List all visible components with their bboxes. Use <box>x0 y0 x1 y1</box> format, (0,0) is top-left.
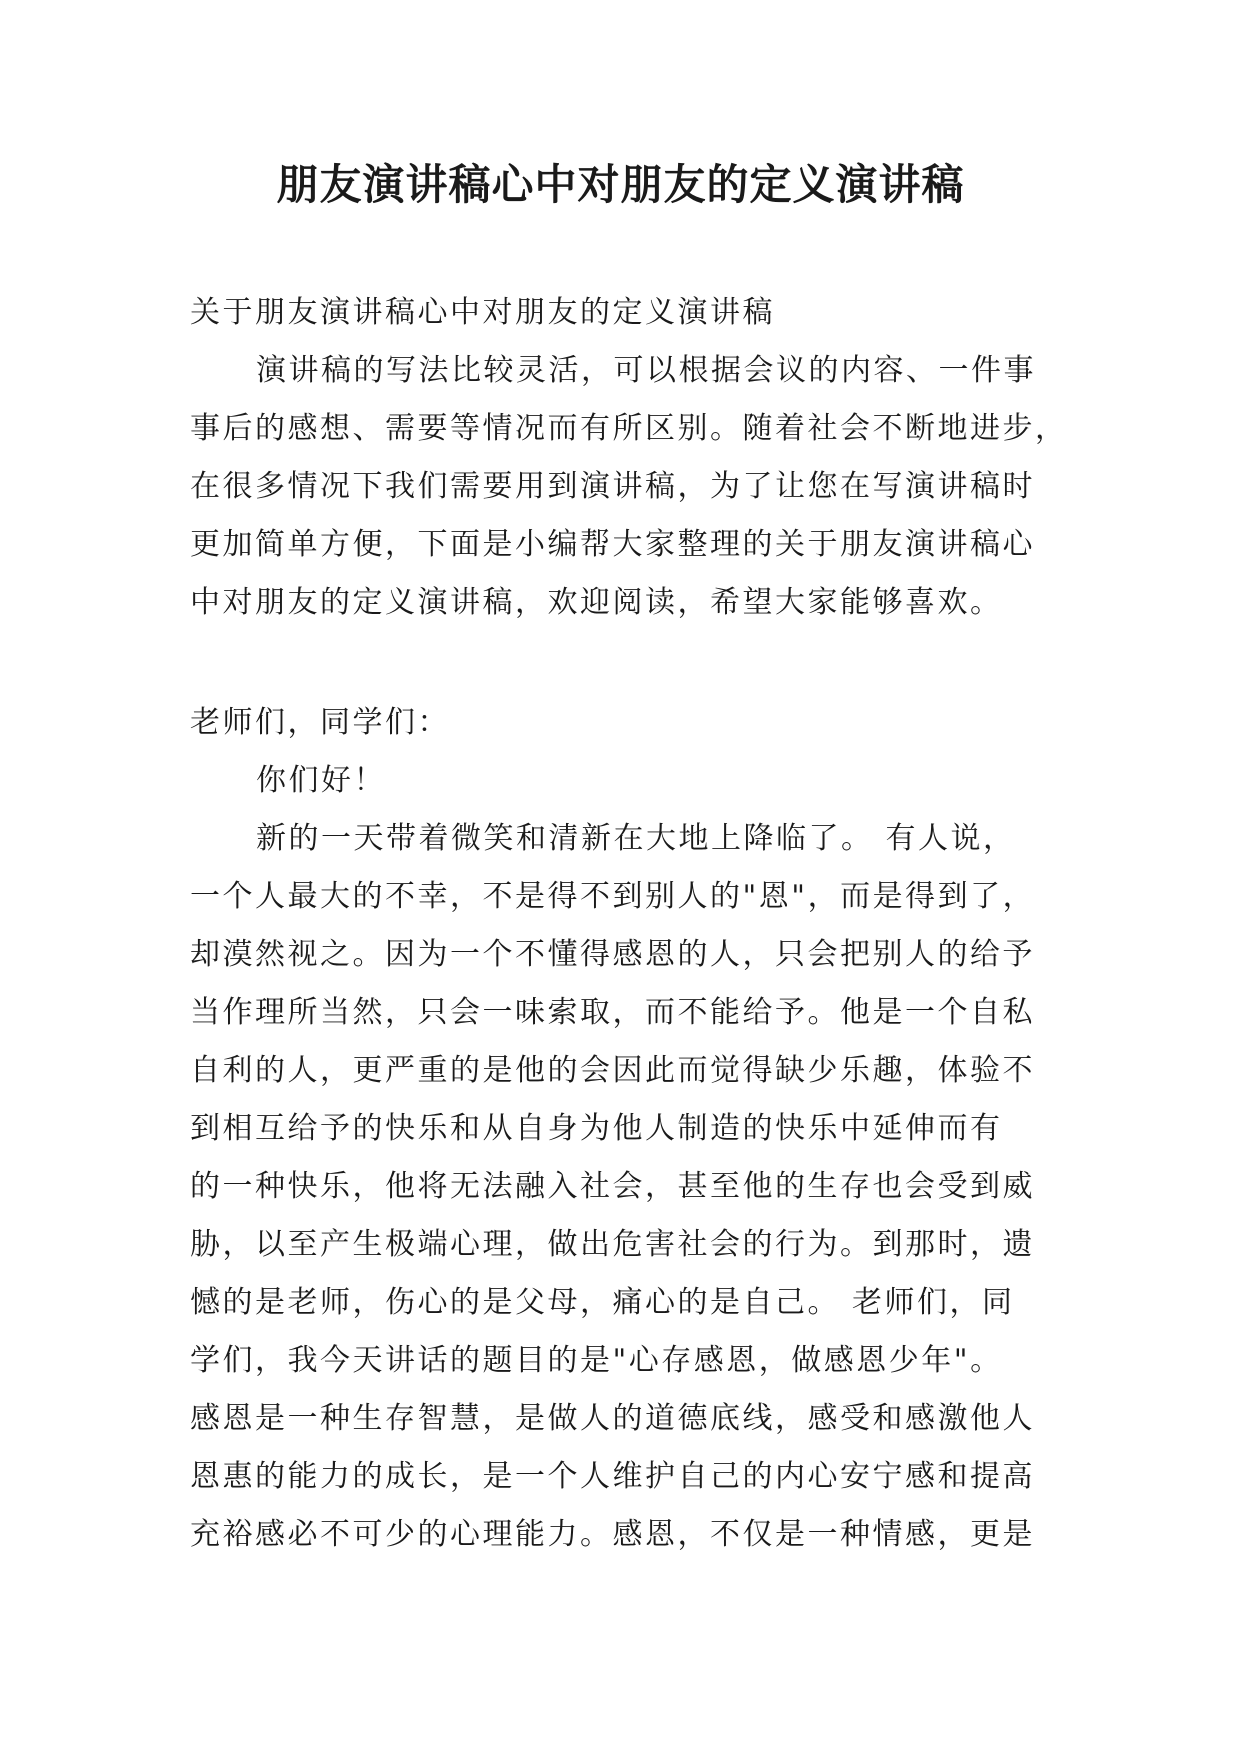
paragraph-line: 却漠然视之。因为一个不懂得感恩的人，只会把别人的给予 <box>190 937 1035 972</box>
document-title: 朋友演讲稿心中对朋友的定义演讲稿 <box>276 160 965 209</box>
paragraph-line: 演讲稿的写法比较灵活，可以根据会议的内容、一件事 <box>256 353 1036 388</box>
speech-section <box>190 694 1050 1564</box>
intro-heading-line: 关于朋友演讲稿心中对朋友的定义演讲稿 <box>190 295 775 330</box>
paragraph-line: 的一种快乐，他将无法融入社会，甚至他的生存也会受到威 <box>190 1169 1035 1204</box>
paragraph-line: 中对朋友的定义演讲稿，欢迎阅读，希望大家能够喜欢。 <box>190 585 1003 620</box>
paragraph-line: 新的一天带着微笑和清新在大地上降临了。 有人说， <box>256 821 1016 856</box>
paragraph-line: 一个人最大的不幸，不是得不到别人的"恩"，而是得到了， <box>190 879 1036 914</box>
paragraph-line: 学们，我今天讲话的题目的是"心存感恩，做感恩少年"。 <box>190 1343 1003 1378</box>
paragraph-line: 事后的感想、需要等情况而有所区别。随着社会不断地进步， <box>190 411 1068 446</box>
greeting-line: 你们好！ <box>256 763 386 798</box>
salutation-line: 老师们，同学们： <box>190 705 450 740</box>
paragraph-line: 在很多情况下我们需要用到演讲稿，为了让您在写演讲稿时 <box>190 469 1035 504</box>
paragraph-line: 感恩是一种生存智慧，是做人的道德底线，感受和感激他人 <box>190 1401 1035 1436</box>
paragraph-line: 更加简单方便，下面是小编帮大家整理的关于朋友演讲稿心 <box>190 527 1035 562</box>
paragraph-line: 自利的人，更严重的是他的会因此而觉得缺少乐趣，体验不 <box>190 1053 1035 1088</box>
paragraph-line: 憾的是老师，伤心的是父母，痛心的是自己。 老师们，同 <box>190 1285 1015 1320</box>
paragraph-line: 充裕感必不可少的心理能力。感恩，不仅是一种情感，更是 <box>190 1517 1035 1552</box>
intro-section <box>190 284 1068 632</box>
paragraph-line: 到相互给予的快乐和从自身为他人制造的快乐中延伸而有 <box>190 1111 1003 1146</box>
paragraph-line: 胁，以至产生极端心理，做出危害社会的行为。到那时，遗 <box>190 1227 1035 1262</box>
paragraph-line: 当作理所当然，只会一味索取，而不能给予。他是一个自私 <box>190 995 1035 1030</box>
paragraph-line: 恩惠的能力的成长，是一个人维护自己的内心安宁感和提高 <box>190 1459 1035 1494</box>
